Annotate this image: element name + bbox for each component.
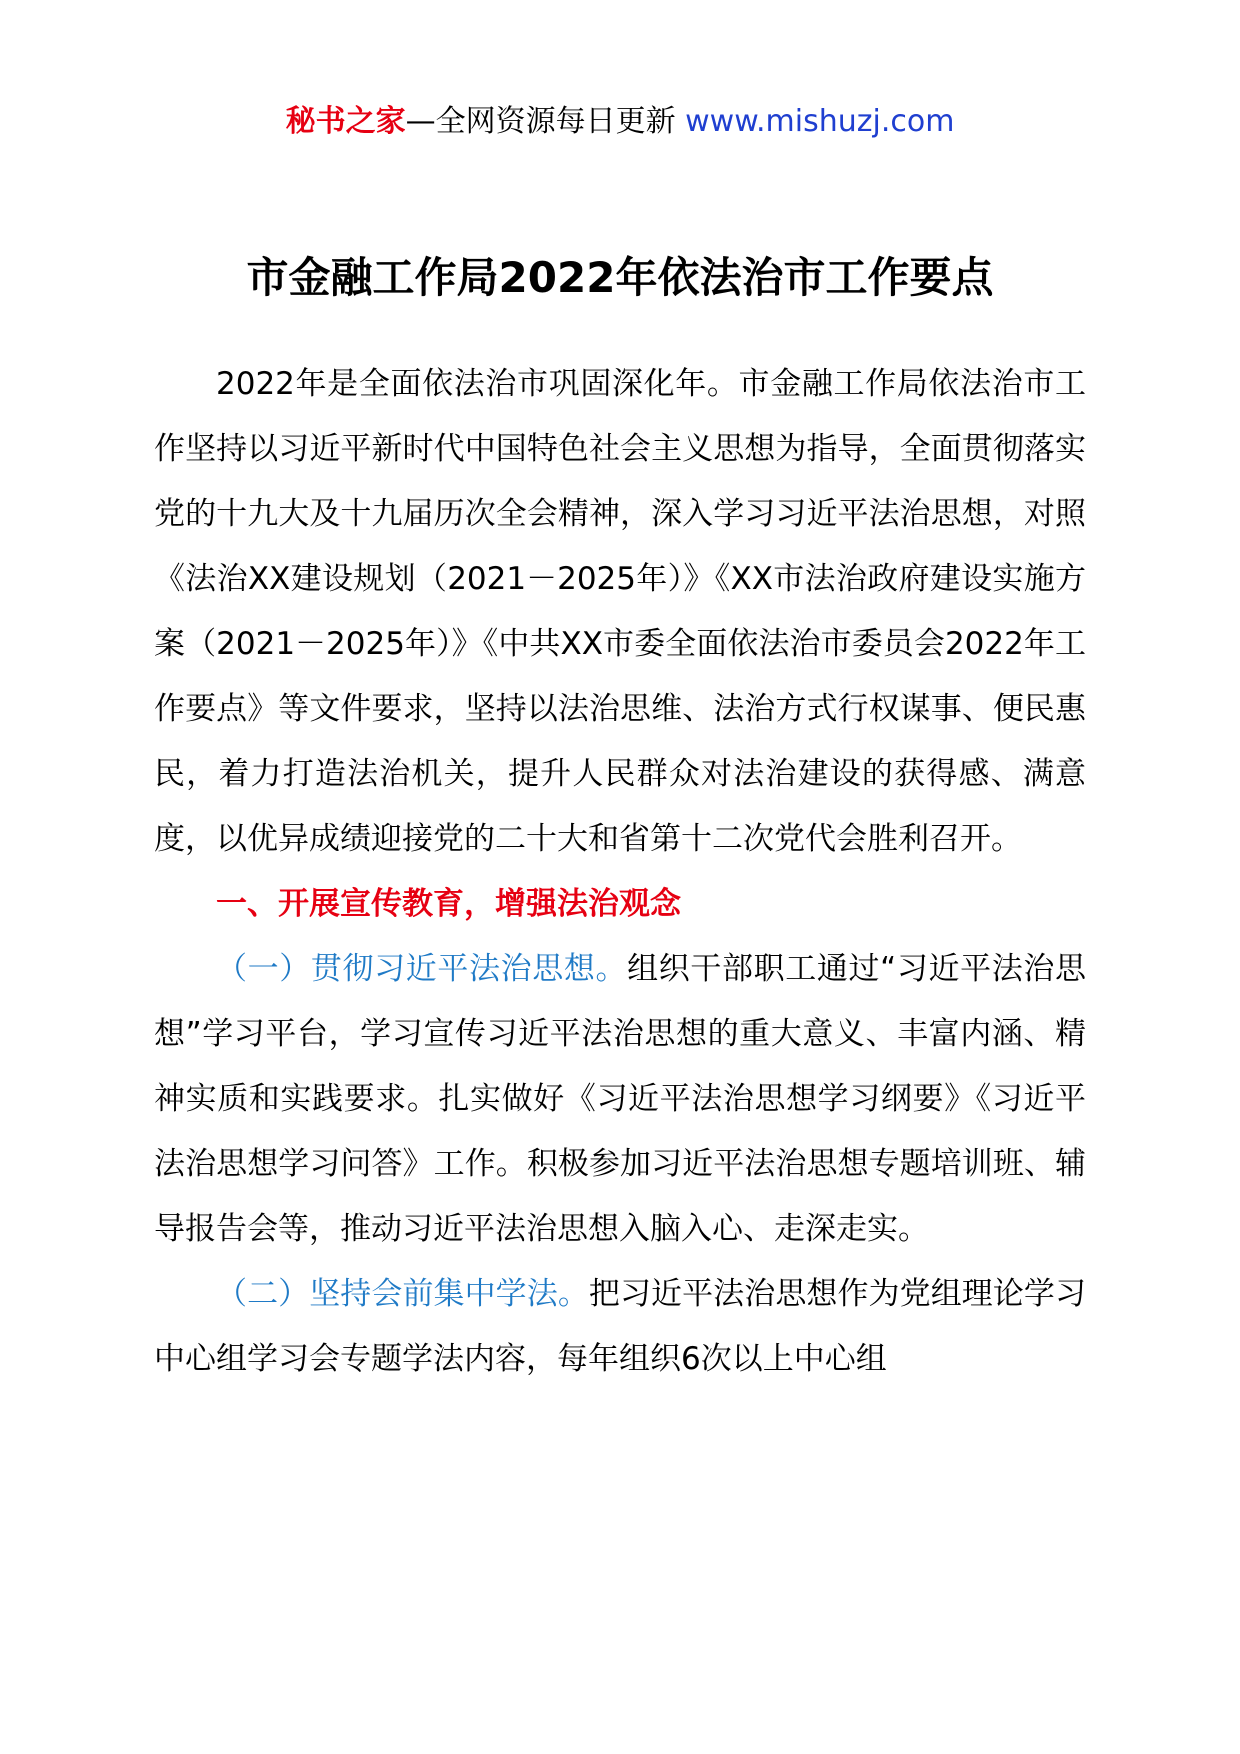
site-url-link[interactable]: www.mishuzj.com — [685, 104, 955, 139]
document-body — [154, 352, 1086, 1392]
item-text: 组织干部职工通过“习近平法治思想”学习平台，学习宣传习近平法治思想的重大意义、丰富内涵、精神实质和实践要求。扎实做好《习近平法治思想学习纲要》《习近平法治思想学习问答》工作。积极参加习近平法治思想专题培训班、辅导报告会等，推动习近平法治思想入脑入心、走深走实。 — [154, 951, 1086, 1247]
intro-paragraph: 2022年是全面依法治市巩固深化年。市金融工作局依法治市工作坚持以习近平新时代中国特色社会主义思想为指导，全面贯彻落实党的十九大及十九届历次全会精神，深入学习习近平法治思想，对照《法治XX建设规划（2021－2025年）》《XX市法治政府建设实施方案（2021－2025年）》《中共XX市委全面依法治市委员会2022年工作要点》等文件要求，坚持以法治思维、法治方式行权谋事、便民惠民，着力打造法治机关，提升人民群众对法治建设的获得感、满意度，以优异成绩迎接党的二十大和省第十二次党代会胜利召开。 — [154, 366, 1086, 857]
item-paragraph — [154, 937, 1086, 1262]
item-text: 把习近平法治思想作为党组理论学习中心组学习会专题学法内容，每年组织6次以上中心组 — [154, 1276, 1087, 1377]
item-paragraph — [154, 1262, 1086, 1392]
document-title: 市金融工作局2022年依法治市工作要点 — [246, 253, 994, 302]
item-title: （二）坚持会前集中学法。 — [216, 1276, 589, 1312]
section-heading: 一、开展宣传教育，增强法治观念 — [216, 886, 681, 922]
site-brand: 秘书之家 — [285, 104, 406, 139]
site-tagline: —全网资源每日更新 — [405, 104, 686, 139]
site-header — [0, 100, 1240, 144]
item-title: （一）贯彻习近平法治思想。 — [216, 951, 628, 987]
